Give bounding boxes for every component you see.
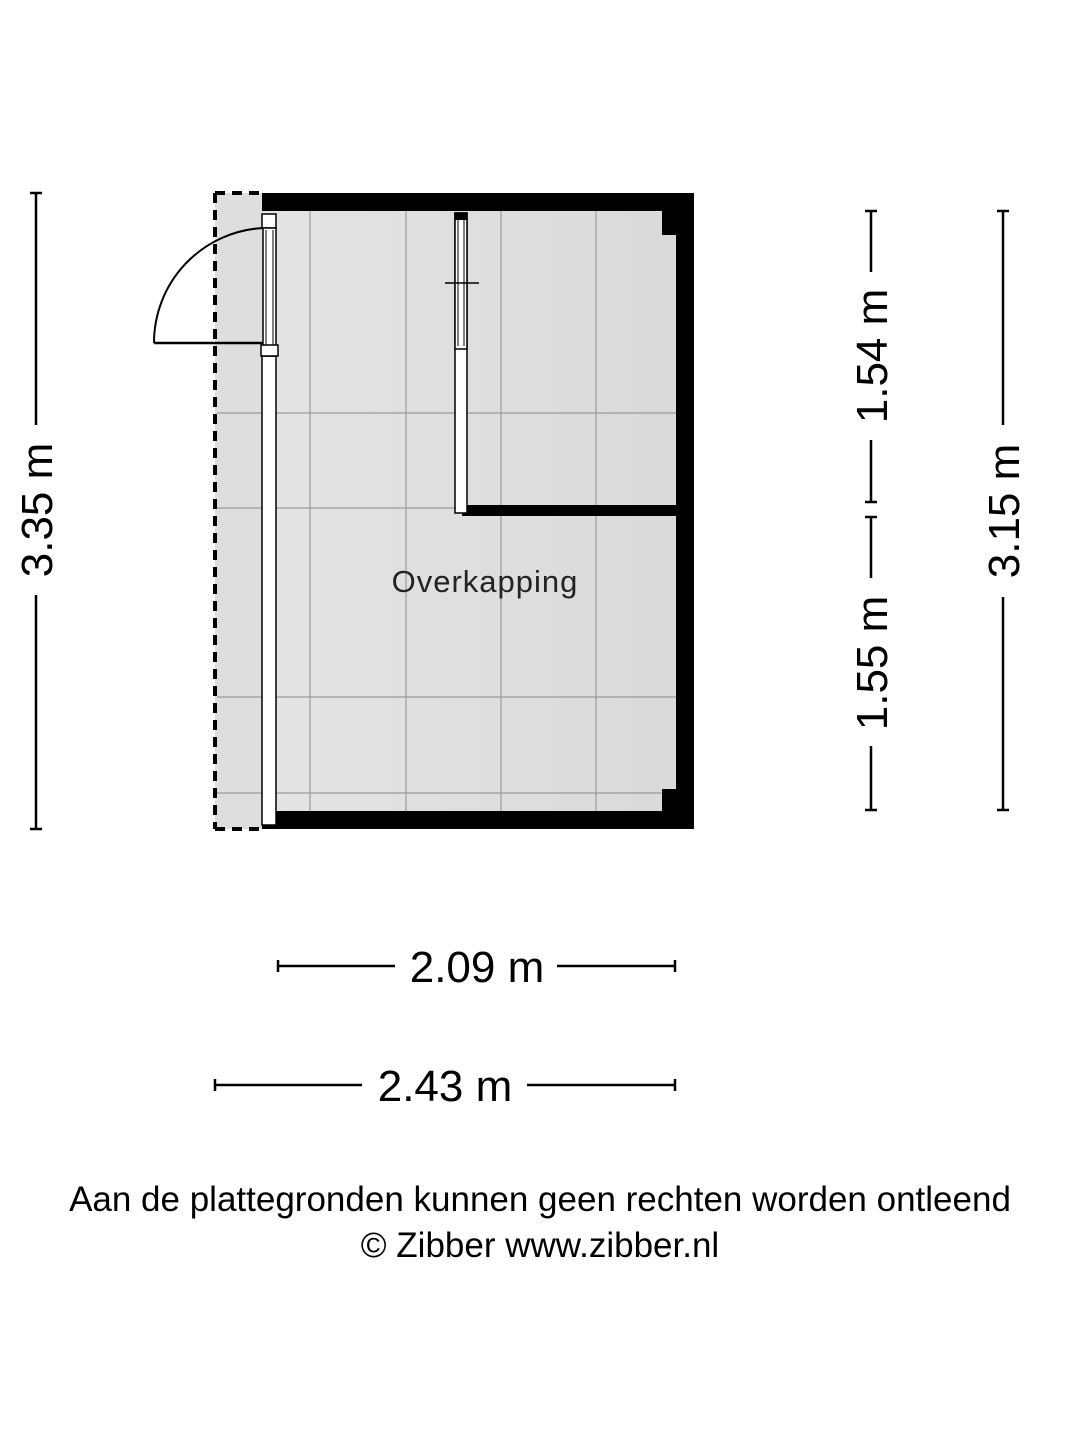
door-frame-left: [263, 228, 276, 356]
dimension-left-total: [13, 193, 62, 829]
dimension-inner-width: [278, 943, 675, 992]
covered-strip: [215, 193, 264, 829]
left-post-cap: [262, 214, 276, 228]
dimension-outer-width: [215, 1062, 675, 1111]
dimension-right-total-label: 3.15 m: [980, 443, 1029, 579]
dimension-right-lower-label: 1.55 m: [848, 595, 897, 731]
dimension-left-total-label: 3.35 m: [13, 442, 62, 578]
dimension-outer-width-label: 2.43 m: [377, 1062, 513, 1111]
disclaimer-text: Aan de plattegronden kunnen geen rechten worden ontleend: [69, 1180, 1011, 1219]
dimension-inner-width-label: 2.09 m: [409, 943, 545, 992]
left-post: [262, 356, 276, 825]
dimension-right-upper-label: 1.54 m: [848, 288, 897, 424]
copyright-text: © Zibber www.zibber.nl: [360, 1226, 720, 1265]
dimension-right-upper: [848, 211, 897, 502]
room-label: Overkapping: [391, 564, 579, 599]
dimension-right-total: [980, 211, 1029, 810]
dimension-right-lower: [848, 517, 897, 810]
partition-window: [455, 213, 467, 349]
